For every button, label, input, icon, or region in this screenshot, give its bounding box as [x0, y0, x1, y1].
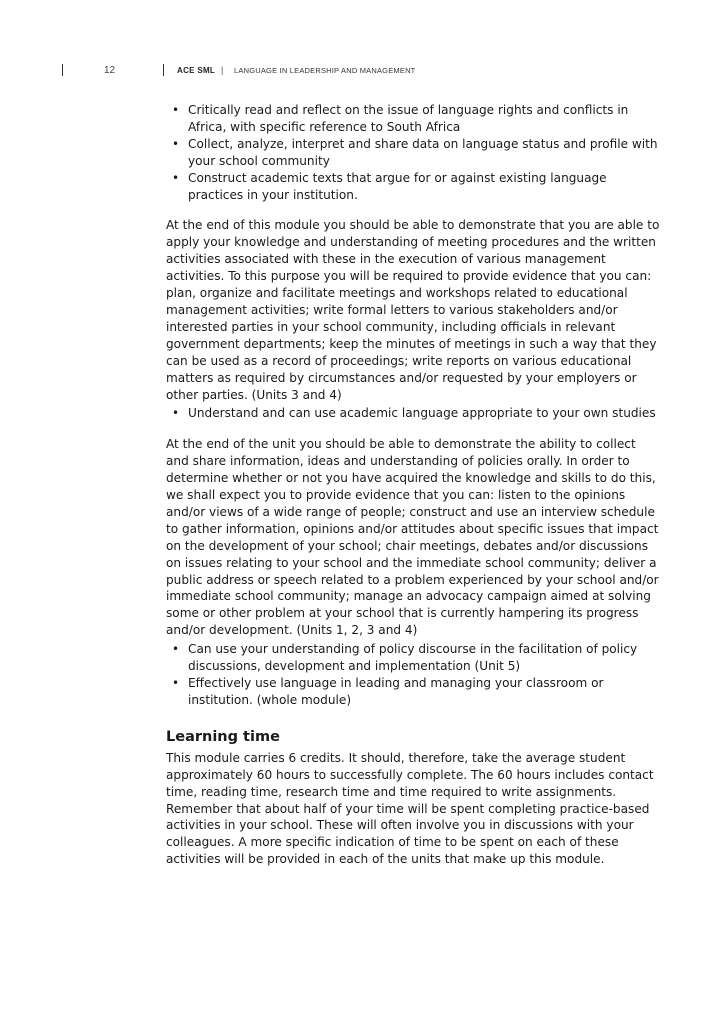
learning-time-heading: Learning time	[166, 728, 280, 745]
list-item: • Collect, analyze, interpret and share data on language status and profile with your school community	[188, 136, 661, 170]
learning-time-body: This module carries 6 credits. It should, therefore, take the average student approximately 60 hours to successfully complete. The 60 hours includes contact time, reading time, research time and time required to write assignments. Remember that about half of your time will be spent completing practice-based activities in your school. These will often involve you in discussions with your colleagues. A more specific indication of time to be spent on each of these activities will be provided in each of the units that make up this module.	[166, 750, 654, 867]
header-separator: |	[221, 65, 224, 75]
list-item: • Critically read and reflect on the issue of language rights and conflicts in Africa, with specific reference to South Africa	[188, 102, 661, 136]
list-item: • Construct academic texts that argue for or against existing language practices in your institution.	[188, 170, 661, 204]
list-item: • Can use your understanding of policy discourse in the facilitation of policy discussions, development and implementation (Unit 5)	[188, 641, 661, 675]
outcomes-list-intro	[166, 102, 661, 203]
list-item: • Effectively use language in leading and managing your classroom or institution. (whole module)	[188, 675, 661, 709]
paragraph-meetings: At the end of this module you should be able to demonstrate that you are able to apply your knowledge and understanding of meeting procedures and the written activities associated with these in the execution of various management activities. To this purpose you will be required to provide evidence that you can: plan, organize and facilitate meetings and workshops related to educational management activities; write formal letters to various stakeholders and/or interested parties in your school community, including officials in relevant government departments; keep the minutes of meetings in such a way that they can be used as a record of proceedings; write reports on various educational matters as required by circumstances and/or requested by your employers or other parties. (Units 3 and 4)	[166, 218, 660, 402]
module-code: ACE SML	[177, 66, 216, 75]
list-item: • Understand and can use academic language appropriate to your own studies	[188, 405, 661, 422]
page-body	[166, 102, 661, 868]
outcomes-list-academic	[166, 405, 661, 422]
header-left-rule	[62, 64, 63, 76]
module-title: LANGUAGE IN LEADERSHIP AND MANAGEMENT	[234, 66, 416, 75]
page-number: 12	[104, 65, 116, 76]
outcomes-list-policy	[166, 641, 661, 709]
running-header	[0, 62, 728, 80]
paragraph-oral: At the end of the unit you should be able to demonstrate the ability to collect and share information, ideas and understanding of policies orally. In order to determine whether or not you have acquired the knowledge and skills to do this, we shall expect you to provide evidence that you can: listen to the opinions and/or views of a wide range of people; construct and use an interview schedule to gather information, opinions and/or attitudes about specific issues that impact on the development of your school; chair meetings, debates and/or discussions on issues relating to your school and the immediate school community; deliver a public address or speech related to a problem experienced by your school and/or immediate school community; manage an advocacy campaign aimed at solving some or other problem at your school that is currently hampering its progress and/or development. (Units 1, 2, 3 and 4)	[166, 437, 659, 638]
header-divider-rule	[163, 64, 164, 76]
